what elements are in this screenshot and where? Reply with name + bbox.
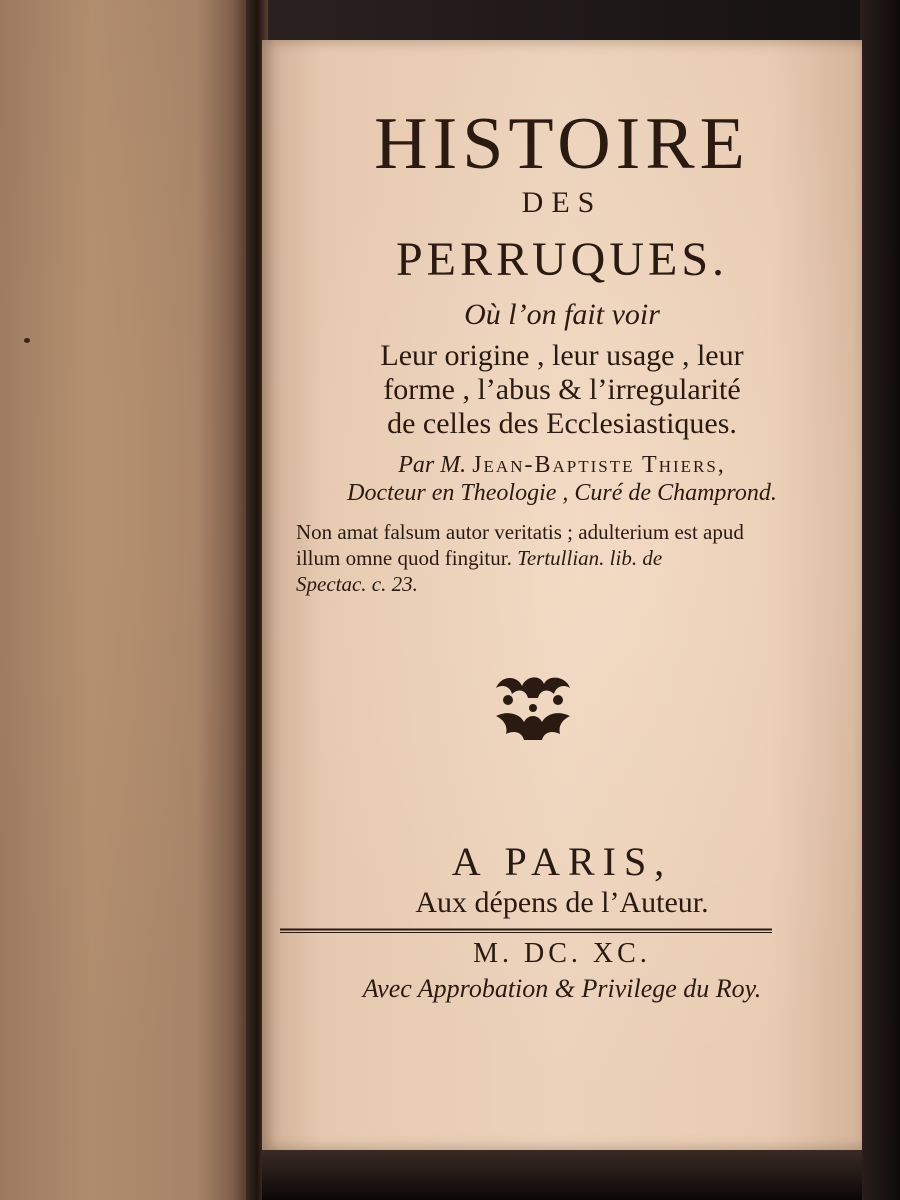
- imprint-privilege: Avec Approbation & Privilege du Roy.: [362, 974, 762, 1003]
- epigraph-line-2: [296, 546, 836, 571]
- author-name: Jean-Baptiste Thiers,: [472, 452, 726, 478]
- printers-ornament: [488, 670, 578, 750]
- epigraph-text: illum omne quod fingitur.: [296, 546, 512, 570]
- dark-backdrop: [860, 0, 900, 1200]
- imprint-year: M. DC. XC.: [473, 938, 651, 969]
- author-title: Docteur en Theologie , Curé de Champrond.: [347, 480, 777, 506]
- main-title: HISTOIRE: [374, 103, 750, 185]
- page-speck: [24, 338, 30, 343]
- double-rule: [280, 928, 772, 934]
- page-bottom-shadow: [262, 1150, 862, 1200]
- imprint-publisher: Aux dépens de l’Auteur.: [415, 886, 709, 919]
- epigraph-line-1: Non amat falsum autor veritatis ; adulterium est apud: [296, 520, 744, 544]
- imprint-place: A PARIS,: [451, 839, 673, 884]
- title-subject: PERRUQUES.: [395, 233, 729, 286]
- body-line-1: Leur origine , leur usage , leur: [380, 339, 744, 372]
- body-line-3: de celles des Ecclesiastiques.: [387, 407, 737, 440]
- epigraph-citation-2: Spectac. c. 23.: [296, 572, 418, 596]
- intro-line: Où l’on fait voir: [464, 298, 660, 331]
- epigraph-citation: Tertullian. lib. de: [517, 546, 663, 570]
- epigraph-citation-end: [296, 572, 836, 597]
- author-line: [262, 452, 862, 479]
- title-page: [262, 40, 862, 1150]
- title-des: DES: [521, 186, 603, 219]
- facing-blank-page: [0, 0, 262, 1200]
- author-prefix: Par M.: [398, 452, 467, 478]
- body-line-2: forme , l’abus & l’irregularité: [383, 373, 741, 406]
